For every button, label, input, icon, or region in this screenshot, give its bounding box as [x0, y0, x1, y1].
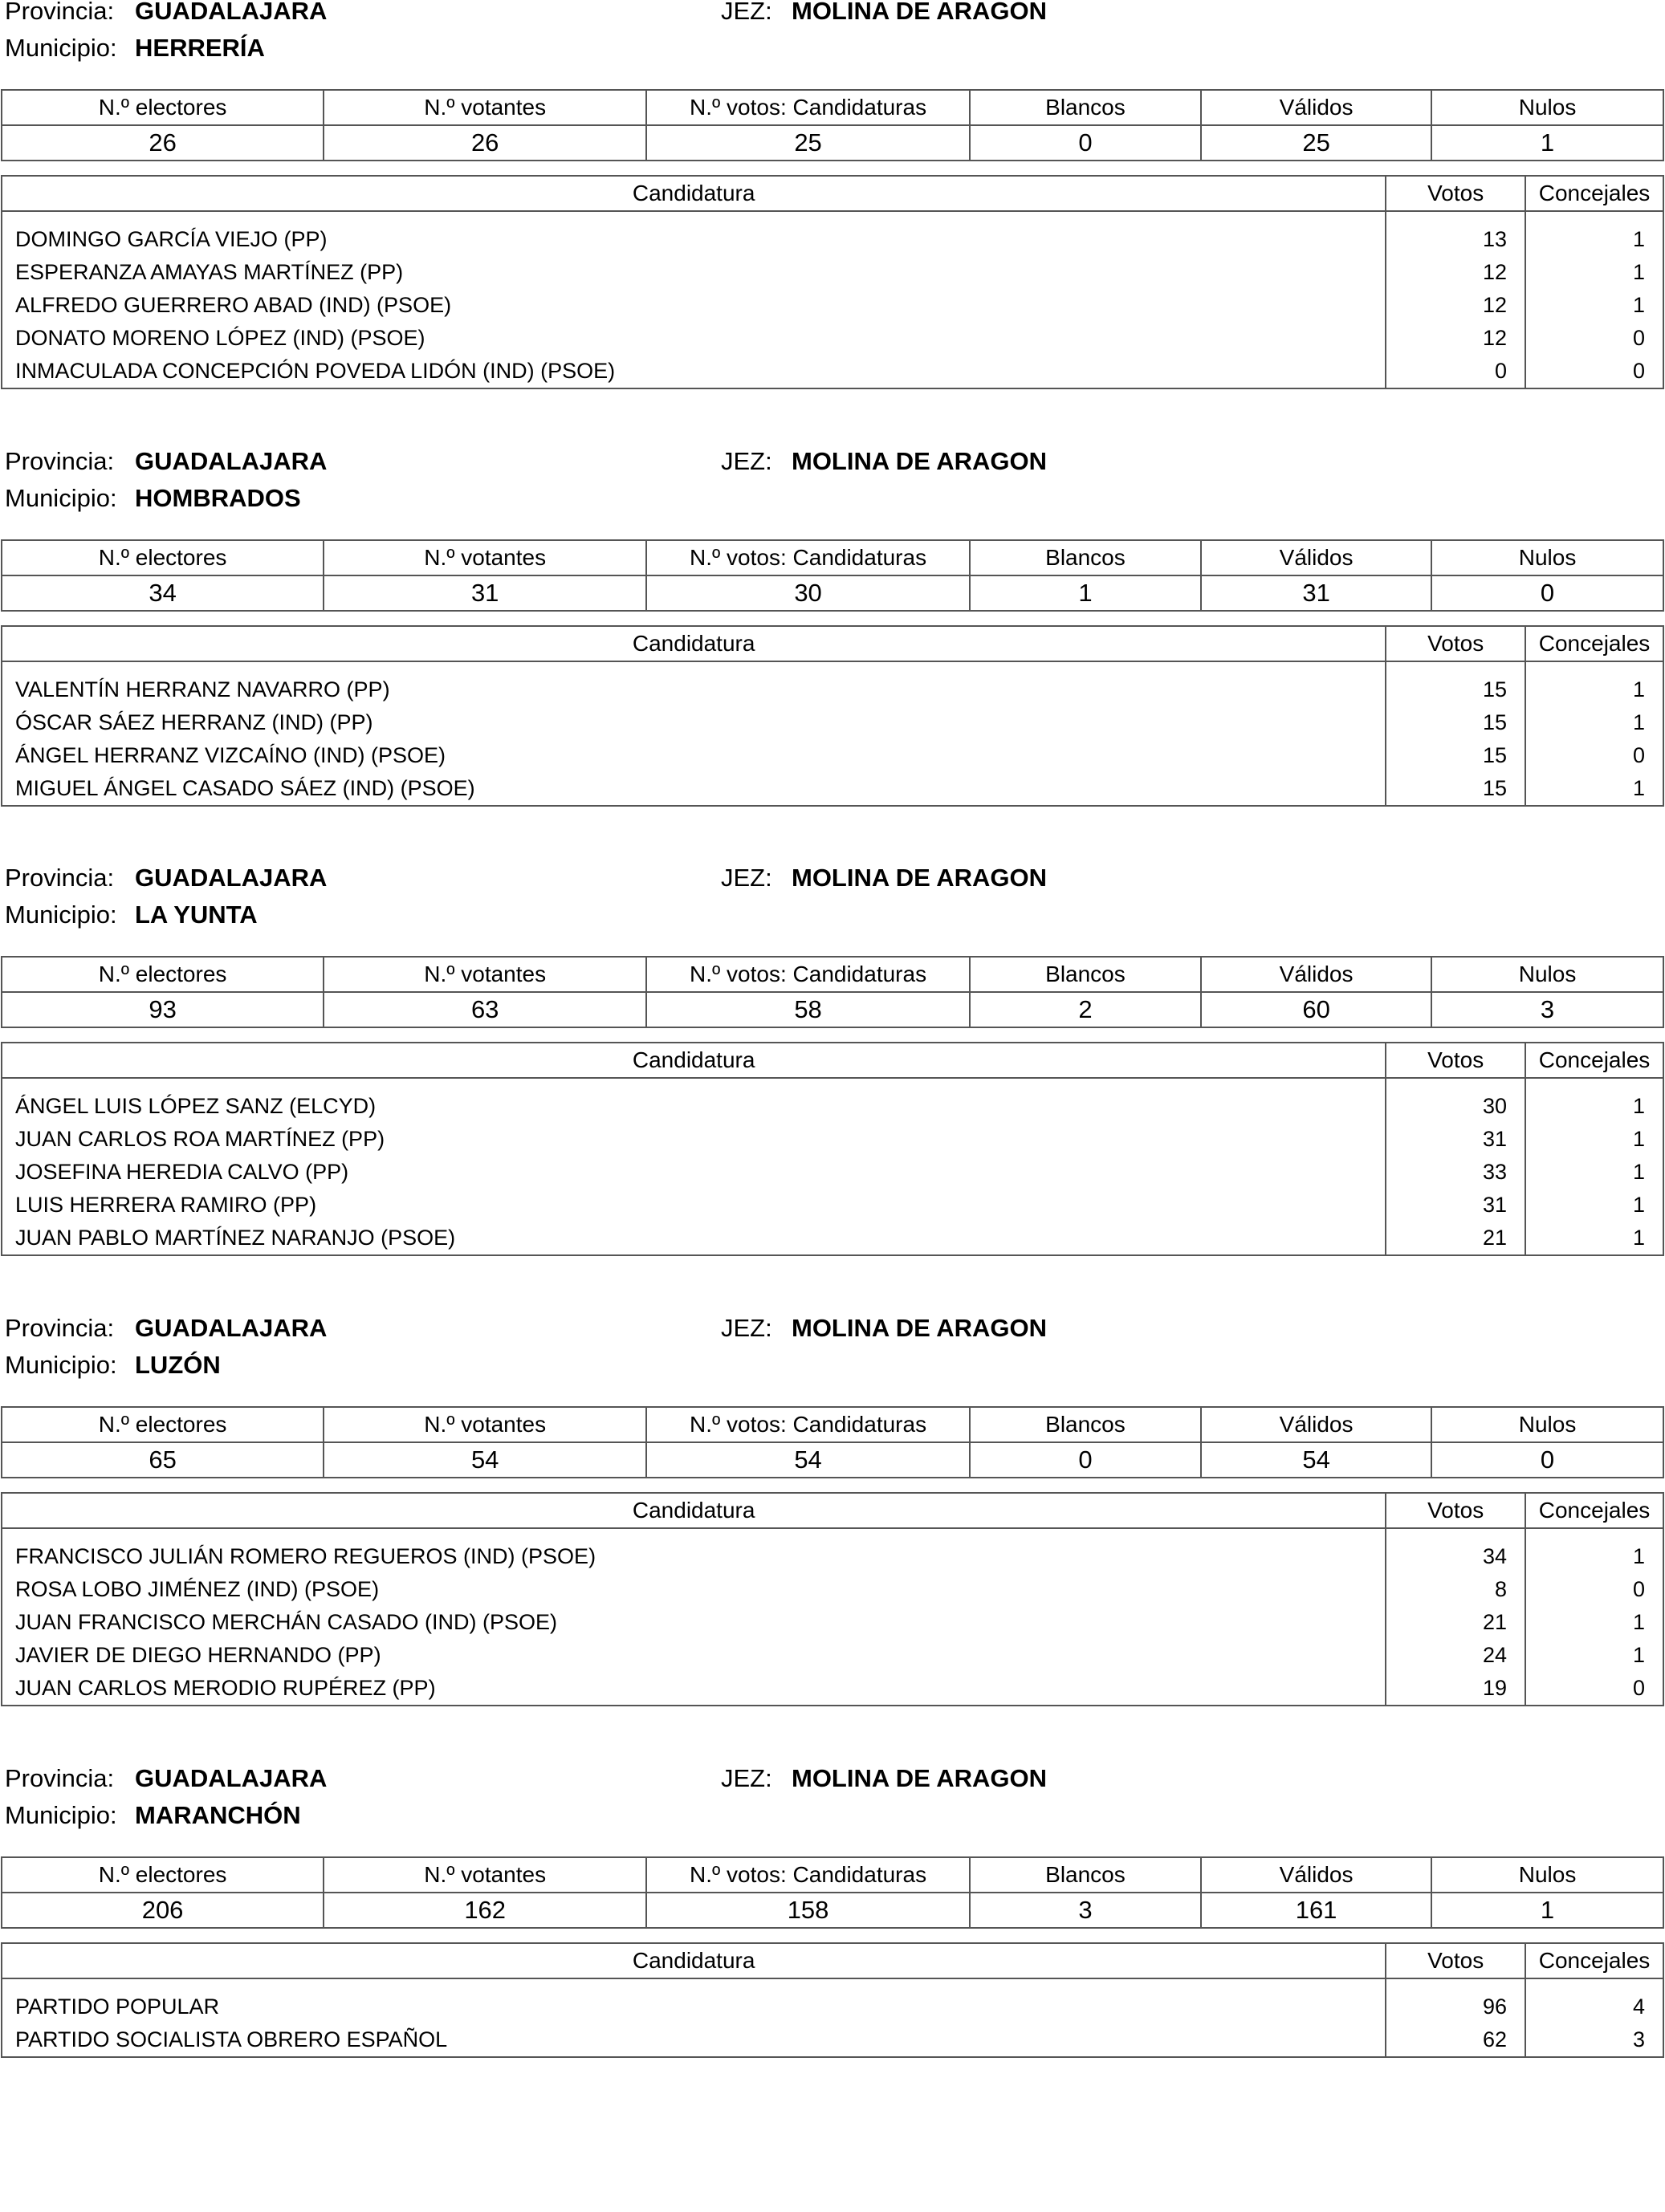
candidates-table — [1, 625, 1664, 807]
candidates-header-row — [2, 1943, 1663, 1978]
stats-header-cell: N.º votos: Candidaturas — [646, 90, 970, 125]
stats-value-cell: 25 — [646, 125, 970, 161]
candidate-votos: 24 — [1386, 1639, 1525, 1672]
stats-value-cell: 34 — [2, 575, 324, 611]
candidate-votos: 21 — [1386, 1606, 1525, 1639]
candidate-name: ALFREDO GUERRERO ABAD (IND) (PSOE) — [2, 289, 1386, 322]
candidate-name: PARTIDO POPULAR — [2, 1990, 1386, 2023]
stats-header-cell: Nulos — [1431, 1407, 1663, 1442]
candidate-name: JUAN PABLO MARTÍNEZ NARANJO (PSOE) — [2, 1222, 1386, 1255]
candidate-name: DONATO MORENO LÓPEZ (IND) (PSOE) — [2, 322, 1386, 355]
candidate-votos: 96 — [1386, 1990, 1525, 2023]
candidate-name: ÁNGEL LUIS LÓPEZ SANZ (ELCYD) — [2, 1090, 1386, 1123]
provincia-label: Provincia: — [5, 0, 115, 25]
candidate-concejales: 0 — [1525, 1573, 1663, 1606]
candidates-header-cell: Votos — [1386, 1943, 1525, 1978]
spacer-cell — [1386, 1528, 1525, 1540]
jez-value: MOLINA DE ARAGON — [792, 447, 1048, 475]
municipio-value: LUZÓN — [135, 1351, 221, 1379]
candidates-header-cell: Votos — [1386, 176, 1525, 211]
stats-header-cell: Nulos — [1431, 540, 1663, 575]
stats-header-cell: Nulos — [1431, 957, 1663, 992]
municipio-value: LA YUNTA — [135, 901, 258, 929]
candidate-votos: 15 — [1386, 772, 1525, 806]
stats-value-cell: 25 — [1201, 125, 1431, 161]
provincia-label: Provincia: — [5, 1314, 115, 1342]
stats-header-cell: Nulos — [1431, 1857, 1663, 1893]
candidate-name: JAVIER DE DIEGO HERNANDO (PP) — [2, 1639, 1386, 1672]
candidates-header-cell: Votos — [1386, 626, 1525, 661]
candidate-name: JUAN CARLOS MERODIO RUPÉREZ (PP) — [2, 1672, 1386, 1706]
stats-header-cell: N.º votos: Candidaturas — [646, 540, 970, 575]
spacer-cell — [1386, 661, 1525, 673]
provincia-value: GUADALAJARA — [135, 1764, 328, 1792]
stats-value-cell: 3 — [1431, 992, 1663, 1027]
stats-header-cell: Válidos — [1201, 957, 1431, 992]
stats-value-cell: 2 — [970, 992, 1201, 1027]
jez-value: MOLINA DE ARAGON — [792, 864, 1048, 892]
jez-value: MOLINA DE ARAGON — [792, 0, 1048, 25]
stats-header-cell: Blancos — [970, 540, 1201, 575]
candidates-table — [1, 1042, 1664, 1256]
stats-value-cell: 0 — [970, 125, 1201, 161]
stats-value-cell: 1 — [1431, 125, 1663, 161]
candidates-header-cell: Votos — [1386, 1043, 1525, 1078]
candidate-votos: 0 — [1386, 355, 1525, 388]
candidate-row — [2, 1573, 1663, 1606]
candidate-row — [2, 739, 1663, 772]
candidate-votos: 12 — [1386, 289, 1525, 322]
spacer-cell — [1525, 1078, 1663, 1090]
candidates-header-row — [2, 1043, 1663, 1078]
candidate-concejales: 1 — [1525, 1540, 1663, 1573]
stats-header-cell: N.º electores — [2, 1857, 324, 1893]
spacer-row — [2, 661, 1663, 673]
candidate-concejales: 1 — [1525, 1090, 1663, 1123]
spacer-cell — [2, 1528, 1386, 1540]
candidate-row — [2, 1189, 1663, 1222]
stats-value-cell: 30 — [646, 575, 970, 611]
candidate-concejales: 1 — [1525, 289, 1663, 322]
spacer-row — [2, 1978, 1663, 1990]
stats-header-row — [2, 1857, 1663, 1893]
candidate-concejales: 1 — [1525, 1123, 1663, 1156]
stats-value-cell: 3 — [970, 1893, 1201, 1928]
candidate-concejales: 0 — [1525, 322, 1663, 355]
candidate-name: MIGUEL ÁNGEL CASADO SÁEZ (IND) (PSOE) — [2, 772, 1386, 806]
candidate-votos: 12 — [1386, 256, 1525, 289]
candidate-row — [2, 1672, 1663, 1706]
candidate-votos: 21 — [1386, 1222, 1525, 1255]
candidate-name: FRANCISCO JULIÁN ROMERO REGUEROS (IND) (PSOE) — [2, 1540, 1386, 1573]
jez-value: MOLINA DE ARAGON — [792, 1764, 1048, 1792]
candidate-votos: 15 — [1386, 673, 1525, 706]
candidate-concejales: 1 — [1525, 256, 1663, 289]
provincia-value: GUADALAJARA — [135, 1314, 328, 1342]
candidate-row — [2, 289, 1663, 322]
stats-value-cell: 54 — [646, 1442, 970, 1478]
stats-value-row — [2, 1893, 1663, 1928]
stats-header-cell: Válidos — [1201, 1407, 1431, 1442]
stats-table — [1, 539, 1664, 612]
municipio-label: Municipio: — [5, 1351, 117, 1379]
stats-value-cell: 65 — [2, 1442, 324, 1478]
candidate-votos: 62 — [1386, 2023, 1525, 2057]
stats-value-cell: 31 — [324, 575, 646, 611]
provincia-value: GUADALAJARA — [135, 864, 328, 892]
stats-table — [1, 1406, 1664, 1478]
stats-value-cell: 0 — [1431, 1442, 1663, 1478]
candidate-concejales: 0 — [1525, 739, 1663, 772]
spacer-row — [2, 211, 1663, 223]
stats-value-row — [2, 992, 1663, 1027]
stats-header-cell: Válidos — [1201, 90, 1431, 125]
municipio-section — [0, 0, 1665, 445]
candidate-name: VALENTÍN HERRANZ NAVARRO (PP) — [2, 673, 1386, 706]
candidate-concejales: 1 — [1525, 1606, 1663, 1639]
stats-header-cell: N.º electores — [2, 1407, 324, 1442]
candidate-concejales: 1 — [1525, 673, 1663, 706]
stats-header-cell: N.º votantes — [324, 1857, 646, 1893]
candidate-name: ROSA LOBO JIMÉNEZ (IND) (PSOE) — [2, 1573, 1386, 1606]
spacer-cell — [2, 1078, 1386, 1090]
spacer-cell — [1525, 1978, 1663, 1990]
candidate-votos: 12 — [1386, 322, 1525, 355]
provincia-row — [0, 862, 1665, 894]
stats-value-cell: 58 — [646, 992, 970, 1027]
jez-label: JEZ: — [721, 1764, 772, 1792]
spacer-cell — [2, 661, 1386, 673]
candidate-name: ÓSCAR SÁEZ HERRANZ (IND) (PP) — [2, 706, 1386, 739]
candidates-header-row — [2, 626, 1663, 661]
candidate-name: INMACULADA CONCEPCIÓN POVEDA LIDÓN (IND) (PSOE) — [2, 355, 1386, 388]
municipio-value: MARANCHÓN — [135, 1801, 301, 1829]
candidate-row — [2, 673, 1663, 706]
provincia-label: Provincia: — [5, 447, 115, 475]
candidate-name: JUAN FRANCISCO MERCHÁN CASADO (IND) (PSOE) — [2, 1606, 1386, 1639]
candidate-row — [2, 223, 1663, 256]
stats-value-cell: 60 — [1201, 992, 1431, 1027]
jez-label: JEZ: — [721, 1314, 772, 1342]
stats-value-row — [2, 1442, 1663, 1478]
stats-value-cell: 26 — [324, 125, 646, 161]
candidates-header-cell: Candidatura — [2, 176, 1386, 211]
stats-value-cell: 54 — [324, 1442, 646, 1478]
candidate-concejales: 1 — [1525, 1189, 1663, 1222]
municipio-row — [0, 899, 1665, 931]
candidates-header-cell: Candidatura — [2, 626, 1386, 661]
candidates-header-cell: Candidatura — [2, 1493, 1386, 1528]
candidate-concejales: 0 — [1525, 355, 1663, 388]
candidate-row — [2, 2023, 1663, 2057]
provincia-value: GUADALAJARA — [135, 0, 328, 25]
provincia-row — [0, 445, 1665, 478]
provincia-row — [0, 0, 1665, 27]
candidate-row — [2, 1990, 1663, 2023]
jez-label: JEZ: — [721, 447, 772, 475]
candidate-concejales: 1 — [1525, 1156, 1663, 1189]
candidate-votos: 33 — [1386, 1156, 1525, 1189]
candidate-votos: 34 — [1386, 1540, 1525, 1573]
candidate-name: ESPERANZA AMAYAS MARTÍNEZ (PP) — [2, 256, 1386, 289]
municipio-label: Municipio: — [5, 34, 117, 62]
stats-header-row — [2, 1407, 1663, 1442]
stats-value-cell: 1 — [1431, 1893, 1663, 1928]
candidate-row — [2, 1540, 1663, 1573]
stats-header-cell: N.º votos: Candidaturas — [646, 1857, 970, 1893]
municipio-row — [0, 32, 1665, 64]
candidate-name: PARTIDO SOCIALISTA OBRERO ESPAÑOL — [2, 2023, 1386, 2057]
stats-value-cell: 93 — [2, 992, 324, 1027]
candidate-votos: 13 — [1386, 223, 1525, 256]
candidate-name: DOMINGO GARCÍA VIEJO (PP) — [2, 223, 1386, 256]
stats-table — [1, 1856, 1664, 1929]
stats-header-cell: Válidos — [1201, 540, 1431, 575]
spacer-cell — [1386, 1978, 1525, 1990]
candidate-concejales: 1 — [1525, 1639, 1663, 1672]
stats-value-cell: 1 — [970, 575, 1201, 611]
spacer-cell — [1525, 661, 1663, 673]
candidate-row — [2, 706, 1663, 739]
municipio-row — [0, 1349, 1665, 1381]
candidate-concejales: 1 — [1525, 706, 1663, 739]
spacer-row — [2, 1078, 1663, 1090]
stats-value-cell: 54 — [1201, 1442, 1431, 1478]
stats-value-cell: 161 — [1201, 1893, 1431, 1928]
candidates-header-cell: Concejales — [1525, 176, 1663, 211]
candidate-concejales: 1 — [1525, 772, 1663, 806]
candidate-votos: 19 — [1386, 1672, 1525, 1706]
stats-header-cell: N.º electores — [2, 90, 324, 125]
candidate-row — [2, 355, 1663, 388]
candidate-row — [2, 1123, 1663, 1156]
candidate-row — [2, 772, 1663, 806]
candidate-concejales: 3 — [1525, 2023, 1663, 2057]
stats-value-cell: 31 — [1201, 575, 1431, 611]
jez-label: JEZ: — [721, 0, 772, 25]
stats-header-row — [2, 957, 1663, 992]
stats-header-cell: Blancos — [970, 1407, 1201, 1442]
jez-value: MOLINA DE ARAGON — [792, 1314, 1048, 1342]
stats-header-cell: Válidos — [1201, 1857, 1431, 1893]
municipio-value: HERRERÍA — [135, 34, 265, 62]
candidate-row — [2, 1639, 1663, 1672]
candidates-table — [1, 1942, 1664, 2058]
municipio-section — [0, 445, 1665, 895]
candidate-votos: 15 — [1386, 706, 1525, 739]
candidate-row — [2, 1156, 1663, 1189]
stats-header-row — [2, 90, 1663, 125]
candidates-header-cell: Candidatura — [2, 1943, 1386, 1978]
stats-value-row — [2, 125, 1663, 161]
candidates-header-cell: Concejales — [1525, 626, 1663, 661]
candidate-name: JOSEFINA HEREDIA CALVO (PP) — [2, 1156, 1386, 1189]
municipio-label: Municipio: — [5, 484, 117, 512]
provincia-row — [0, 1763, 1665, 1795]
spacer-cell — [1525, 1528, 1663, 1540]
candidate-name: LUIS HERRERA RAMIRO (PP) — [2, 1189, 1386, 1222]
stats-header-cell: N.º electores — [2, 540, 324, 575]
stats-header-cell: N.º votantes — [324, 540, 646, 575]
provincia-row — [0, 1312, 1665, 1344]
stats-value-cell: 206 — [2, 1893, 324, 1928]
candidate-name: JUAN CARLOS ROA MARTÍNEZ (PP) — [2, 1123, 1386, 1156]
candidate-row — [2, 256, 1663, 289]
stats-value-cell: 162 — [324, 1893, 646, 1928]
spacer-row — [2, 1528, 1663, 1540]
candidate-row — [2, 1222, 1663, 1255]
spacer-cell — [1386, 211, 1525, 223]
stats-header-cell: Nulos — [1431, 90, 1663, 125]
stats-header-cell: N.º electores — [2, 957, 324, 992]
candidate-concejales: 0 — [1525, 1672, 1663, 1706]
candidate-votos: 15 — [1386, 739, 1525, 772]
spacer-cell — [2, 211, 1386, 223]
provincia-label: Provincia: — [5, 1764, 115, 1792]
candidates-header-cell: Concejales — [1525, 1943, 1663, 1978]
candidates-header-cell: Candidatura — [2, 1043, 1386, 1078]
municipio-section — [0, 1763, 1665, 2212]
candidate-votos: 8 — [1386, 1573, 1525, 1606]
candidate-name: ÁNGEL HERRANZ VIZCAÍNO (IND) (PSOE) — [2, 739, 1386, 772]
municipio-label: Municipio: — [5, 901, 117, 929]
municipio-section — [0, 1312, 1665, 1762]
candidates-table — [1, 175, 1664, 389]
candidate-row — [2, 1606, 1663, 1639]
stats-header-cell: N.º votos: Candidaturas — [646, 1407, 970, 1442]
spacer-cell — [1525, 211, 1663, 223]
stats-value-cell: 158 — [646, 1893, 970, 1928]
candidates-table — [1, 1492, 1664, 1706]
candidates-header-row — [2, 1493, 1663, 1528]
candidate-votos: 30 — [1386, 1090, 1525, 1123]
jez-label: JEZ: — [721, 864, 772, 892]
provincia-label: Provincia: — [5, 864, 115, 892]
stats-table — [1, 956, 1664, 1028]
candidate-concejales: 1 — [1525, 223, 1663, 256]
candidates-header-cell: Concejales — [1525, 1493, 1663, 1528]
stats-header-cell: N.º votantes — [324, 957, 646, 992]
stats-value-row — [2, 575, 1663, 611]
stats-header-row — [2, 540, 1663, 575]
municipio-row — [0, 482, 1665, 514]
provincia-value: GUADALAJARA — [135, 447, 328, 475]
candidate-concejales: 1 — [1525, 1222, 1663, 1255]
candidates-header-cell: Votos — [1386, 1493, 1525, 1528]
candidate-votos: 31 — [1386, 1189, 1525, 1222]
municipio-value: HOMBRADOS — [135, 484, 301, 512]
stats-header-cell: Blancos — [970, 90, 1201, 125]
candidates-header-row — [2, 176, 1663, 211]
spacer-cell — [2, 1978, 1386, 1990]
stats-header-cell: Blancos — [970, 1857, 1201, 1893]
candidates-header-cell: Concejales — [1525, 1043, 1663, 1078]
municipio-label: Municipio: — [5, 1801, 117, 1829]
candidate-row — [2, 1090, 1663, 1123]
stats-value-cell: 0 — [970, 1442, 1201, 1478]
spacer-cell — [1386, 1078, 1525, 1090]
municipio-section — [0, 862, 1665, 1311]
stats-table — [1, 89, 1664, 161]
candidate-row — [2, 322, 1663, 355]
candidate-votos: 31 — [1386, 1123, 1525, 1156]
stats-value-cell: 63 — [324, 992, 646, 1027]
stats-value-cell: 26 — [2, 125, 324, 161]
stats-header-cell: N.º votantes — [324, 90, 646, 125]
stats-header-cell: N.º votos: Candidaturas — [646, 957, 970, 992]
stats-value-cell: 0 — [1431, 575, 1663, 611]
stats-header-cell: N.º votantes — [324, 1407, 646, 1442]
municipio-row — [0, 1799, 1665, 1832]
stats-header-cell: Blancos — [970, 957, 1201, 992]
candidate-concejales: 4 — [1525, 1990, 1663, 2023]
